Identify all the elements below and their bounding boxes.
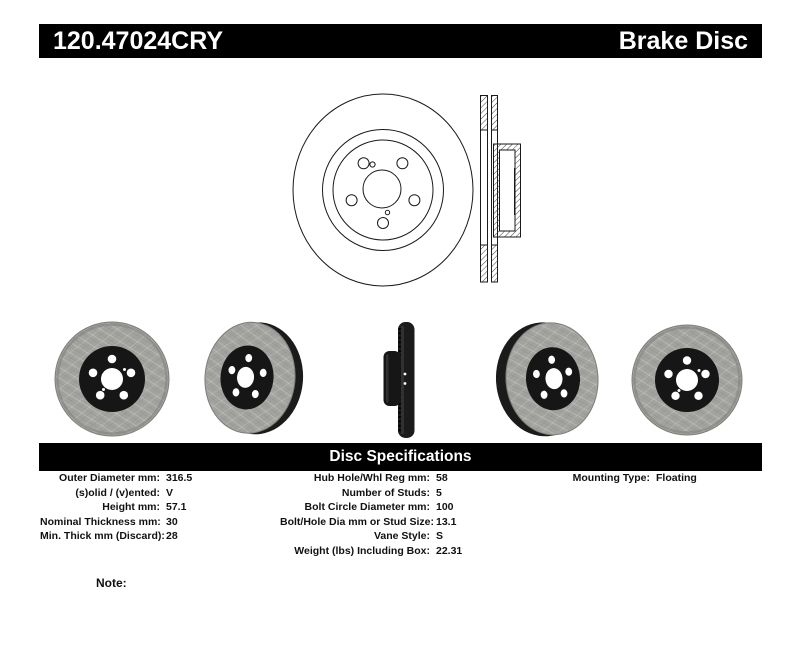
outer-diameter-circle xyxy=(293,94,473,286)
spec-row xyxy=(40,500,192,515)
spec-label: Nominal Thickness mm: xyxy=(40,515,161,528)
center-bore-circle xyxy=(363,170,401,208)
stud-hole xyxy=(346,195,357,206)
spec-value: 100 xyxy=(436,501,454,514)
spec-label: (s)olid / (v)ented: xyxy=(75,486,160,499)
spec-value: 316.5 xyxy=(166,472,193,484)
spec-value: 28 xyxy=(166,530,178,543)
spec-column-middle xyxy=(280,471,462,559)
spec-label: Mounting Type: xyxy=(572,472,650,484)
technical-drawing xyxy=(288,90,528,290)
spec-label: Height mm: xyxy=(102,501,160,514)
spec-value: 57.1 xyxy=(166,501,187,514)
spec-column-left xyxy=(40,471,192,544)
spec-row xyxy=(280,529,462,544)
stud-hole xyxy=(378,218,389,229)
spec-row xyxy=(40,515,192,530)
spec-section-bar xyxy=(39,443,762,471)
stud-hole xyxy=(397,158,408,169)
spec-row xyxy=(540,471,697,486)
spec-row xyxy=(280,500,462,515)
note-label: Note: xyxy=(96,576,127,590)
spec-row xyxy=(280,486,462,501)
photo-front-view-left xyxy=(55,322,169,436)
spec-label: Vane Style: xyxy=(373,530,430,543)
header-bar xyxy=(39,24,762,58)
friction-ring-inner-circle xyxy=(323,130,444,251)
product-photos xyxy=(40,315,760,440)
spec-section-title: Disc Specifications xyxy=(329,448,472,465)
spec-label: Bolt Circle Diameter mm: xyxy=(304,501,430,514)
spec-row xyxy=(280,544,462,559)
part-number: 120.47024CRY xyxy=(53,26,224,55)
front-view-drawing xyxy=(293,94,473,286)
spec-value: 30 xyxy=(166,515,178,528)
spec-row xyxy=(40,471,192,486)
hub-hat-section xyxy=(494,144,521,237)
locating-hole xyxy=(385,210,389,214)
photo-angled-view-right xyxy=(492,319,602,440)
side-section-drawing xyxy=(481,96,521,283)
spec-value: 5 xyxy=(436,486,442,499)
spec-value: 13.1 xyxy=(436,515,457,528)
photo-edge-view xyxy=(384,322,415,438)
photo-angled-view-left xyxy=(200,318,307,438)
spec-row xyxy=(280,471,462,486)
stud-hole xyxy=(358,158,369,169)
spec-label: Bolt/Hole Dia mm or Stud Size: xyxy=(280,515,435,528)
product-type-title: Brake Disc xyxy=(618,26,748,55)
locating-hole xyxy=(370,162,375,167)
spec-value: S xyxy=(436,530,444,543)
spec-value: 22.31 xyxy=(436,544,463,557)
spec-value: 58 xyxy=(436,472,448,484)
spec-label: Hub Hole/Whl Reg mm: xyxy=(313,472,430,484)
hub-flange-circle xyxy=(333,140,433,240)
photo-front-view-right xyxy=(632,325,742,435)
stud-hole xyxy=(409,195,420,206)
spec-label: Min. Thick mm (Discard): xyxy=(40,530,165,543)
spec-row xyxy=(280,515,462,530)
spec-label: Outer Diameter mm: xyxy=(59,472,160,484)
spec-label: Number of Studs: xyxy=(341,486,430,499)
spec-label: Weight (lbs) Including Box: xyxy=(294,544,430,557)
spec-value: V xyxy=(166,486,174,499)
spec-value: Floating xyxy=(656,472,697,484)
spec-row xyxy=(40,529,192,544)
spec-row xyxy=(40,486,192,501)
spec-column-right xyxy=(540,471,697,486)
